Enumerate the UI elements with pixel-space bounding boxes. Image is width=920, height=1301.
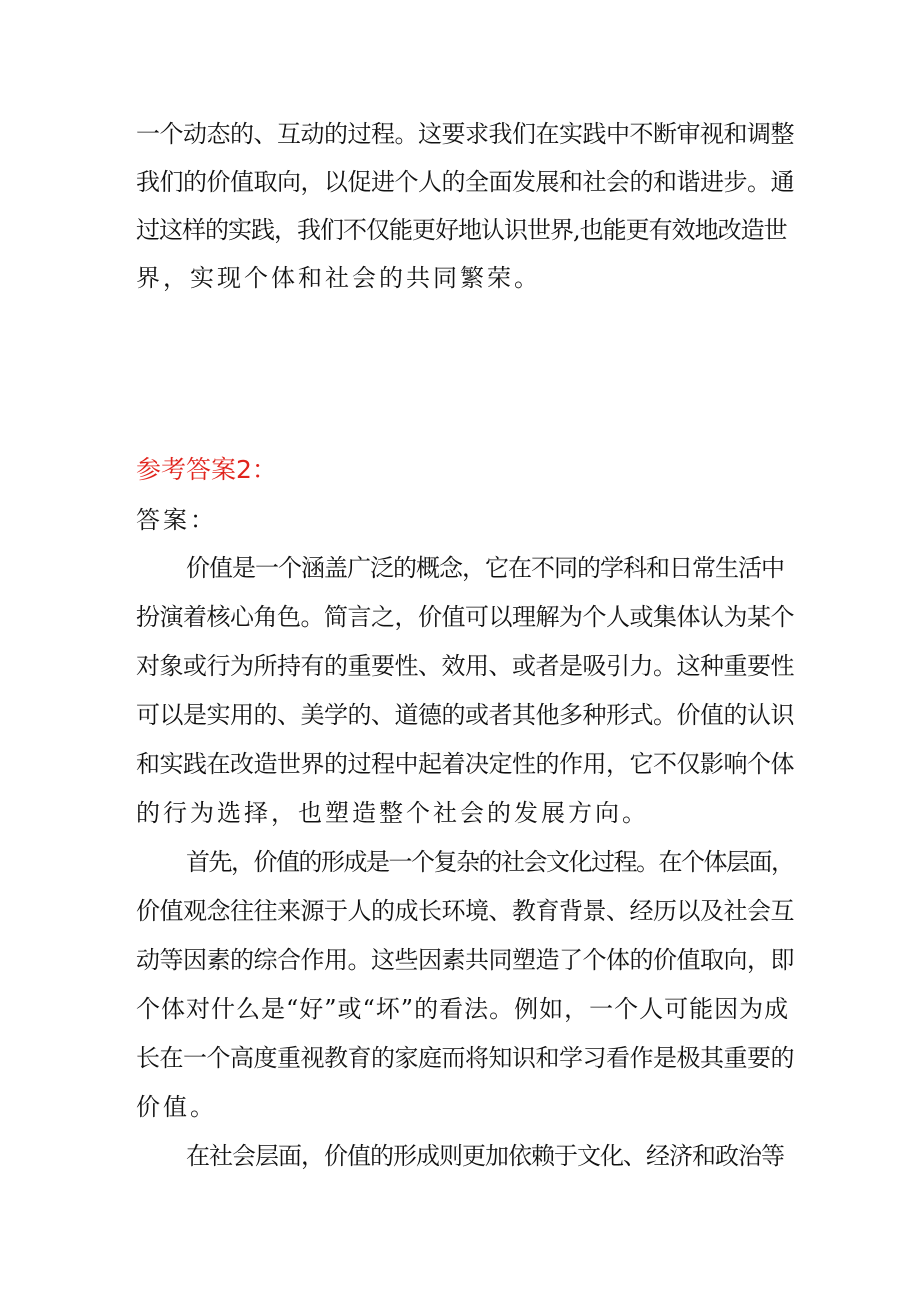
para3-line-1: 在社会层面，价值的形成则更加依赖于文化、经济和政治等 [186,1142,784,1170]
para2-line-4: 个体对什么是“好”或“坏”的看法。例如，一个人可能因为成 [136,995,790,1023]
para1-line-1: 价值是一个涵盖广泛的概念，它在不同的学科和日常生活中 [186,554,784,582]
section-heading: 参考答案2： [136,455,277,484]
para2-line-2: 价值观念往往来源于人的成长环境、教育背景、经历以及社会互 [136,897,794,925]
answer-label: 答案： [136,506,217,534]
intro-line-2: 我们的价值取向，以促进个人的全面发展和社会的和谐进步。通 [136,168,794,196]
para2-line-6: 价值。 [136,1093,217,1121]
para1-line-5: 和实践在改造世界的过程中起着决定性的作用，它不仅影响个体 [136,750,794,778]
para2-line-5: 长在一个高度重视教育的家庭而将知识和学习看作是极其重要的 [136,1044,794,1072]
intro-line-1: 一个动态的、互动的过程。这要求我们在实践中不断审视和调整 [136,120,794,148]
para1-line-3: 对象或行为所持有的重要性、效用、或者是吸引力。这种重要性 [136,652,794,680]
intro-line-4: 界，实现个体和社会的共同繁荣。 [136,264,541,292]
intro-line-3: 过这样的实践，我们不仅能更好地认识世界,也能更有效地改造世 [136,216,787,244]
para2-line-1: 首先，价值的形成是一个复杂的社会文化过程。在个体层面， [186,848,794,876]
para2-line-3: 动等因素的综合作用。这些因素共同塑造了个体的价值取向，即 [136,946,794,974]
para1-line-2: 扮演着核心角色。简言之，价值可以理解为个人或集体认为某个 [136,603,794,631]
para1-line-4: 可以是实用的、美学的、道德的或者其他多种形式。价值的认识 [136,701,794,729]
para1-line-6: 的行为选择，也塑造整个社会的发展方向。 [136,799,649,827]
